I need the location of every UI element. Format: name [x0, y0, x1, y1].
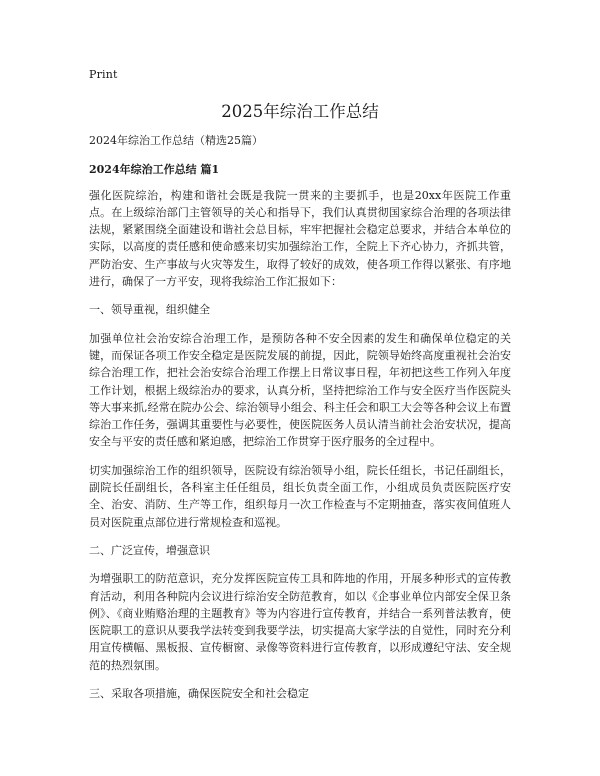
document-body — [89, 132, 511, 713]
document-subtitle: 2024年综治工作总结（精选25篇） — [89, 134, 263, 147]
heading-measures: 三、采取各项措施，确保医院安全和社会稳定 — [89, 687, 309, 701]
paragraph-leadership-2: 切实加强综治工作的组织领导，医院设有综治领导小组，院长任组长，书记任副组长，副院长任副组长，各科室主任任组员，组长负责全面工作，小组成员负责医院医疗安全、治安、消防、生产等工作，组织每月一次工作检查与不定期抽查，落实夜间值班人员对医院重点部位进行常规检查和巡视。 — [89, 463, 511, 529]
heading-publicity: 二、广泛宣传，增强意识 — [89, 543, 210, 557]
print-label: Print — [89, 68, 118, 81]
heading-leadership: 一、领导重视，组织健全 — [89, 303, 210, 317]
paragraph-publicity: 为增强职工的防范意识，充分发挥医院宣传工具和阵地的作用，开展多种形式的宣传教育活动，利用各种院内会议进行综治安全防范教育，如以《企事业单位内部安全保卫条例》、《商业贿赂治理的主题教育》等为内容进行宣传教育，并结合一系列普法教育，使医院职工的意识从要我学法转变到我要学法，切实提高大家学法的自觉性，同时充分利用宣传横幅、黑板报、宣传橱窗、录像等资料进行宣传教育，以形成遵纪守法、安全规范的热烈氛围。 — [89, 572, 511, 672]
paragraph-leadership-1: 加强单位社会治安综合治理工作，是预防各种不安全因素的发生和确保单位稳定的关键，而保证各项工作安全稳定是医院发展的前提，因此，院领导始终高度重视社会治安综合治理工作，把社会治安综合治理工作摆上日常议事日程，年初把这些工作列入年度工作计划，根据上级综治办的要求，认真分析，坚持把综治工作与安全医疗当作医院头等大事来抓,经常在院办公会、综治领导小组会、科主任会和职工大会等各种会议上布置综治工作任务，强调其重要性与必要性，使医院医务人员认清当前社会治安状况，提高安全与平安的责任感和紧迫感，把综治工作贯穿于医疗服务的全过程中。 — [89, 331, 511, 449]
document-title: 2025年综治工作总结 — [221, 102, 379, 121]
section-title: 2024年综治工作总结 篇1 — [89, 163, 220, 177]
paragraph-intro: 强化医院综治，构建和谐社会既是我院一贯来的主要抓手，也是20xx年医院工作重点。在上级综治部门主管领导的关心和指导下，我们认真贯彻国家综合治理的各项法律法规，紧紧围绕全面建设和谐社会总目标，牢牢把握社会稳定总要求，并结合本单位的实际，以高度的责任感和使命感来切实加强综治工作，全院上下齐心协力，齐抓共管，严防治安、生产事故与火灾等发生，取得了较好的成效，使各项工作得以紧张、有序地进行，确保了一方平安，现将我综治工作汇报如下： — [89, 188, 511, 289]
